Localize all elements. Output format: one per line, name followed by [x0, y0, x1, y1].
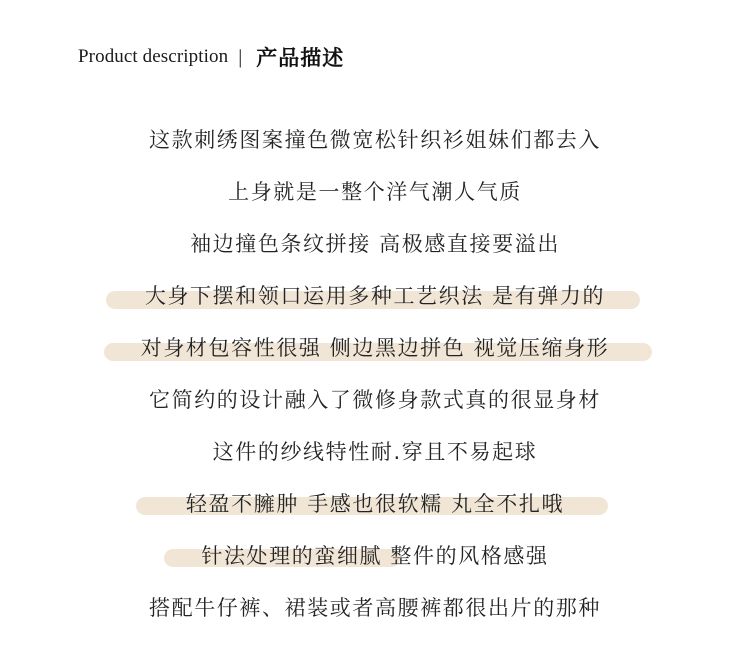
description-line-6: 它简约的设计融入了微修身款式真的很显身材	[149, 388, 601, 412]
description-line-7: 这件的纱线特性耐.穿且不易起球	[212, 440, 538, 464]
description-line-3: 袖边撞色条纹拼接 高极感直接要溢出	[190, 232, 560, 256]
chinese-title: 产品描述	[256, 46, 345, 70]
title-separator: |	[238, 45, 243, 68]
description-line-8: 轻盈不臃肿 手感也很软糯 丸全不扎哦	[185, 492, 565, 516]
description-line-1: 这款刺绣图案撞色微宽松针织衫姐妹们都去入	[149, 128, 601, 152]
description-line-4: 大身下摆和领口运用多种工艺织法 是有弹力的	[144, 284, 606, 308]
description-line-5: 对身材包容性很强 侧边黑边拼色 视觉压缩身形	[140, 336, 610, 360]
section-header	[78, 40, 344, 74]
description-line-9: 针法处理的蛮细腻 整件的风格感强	[201, 544, 549, 568]
description-line-10: 搭配牛仔裤、裙装或者高腰裤都很出片的那种	[149, 596, 601, 620]
description-line-2: 上身就是一整个洋气潮人气质	[228, 180, 522, 204]
english-title: Product description	[78, 46, 229, 67]
